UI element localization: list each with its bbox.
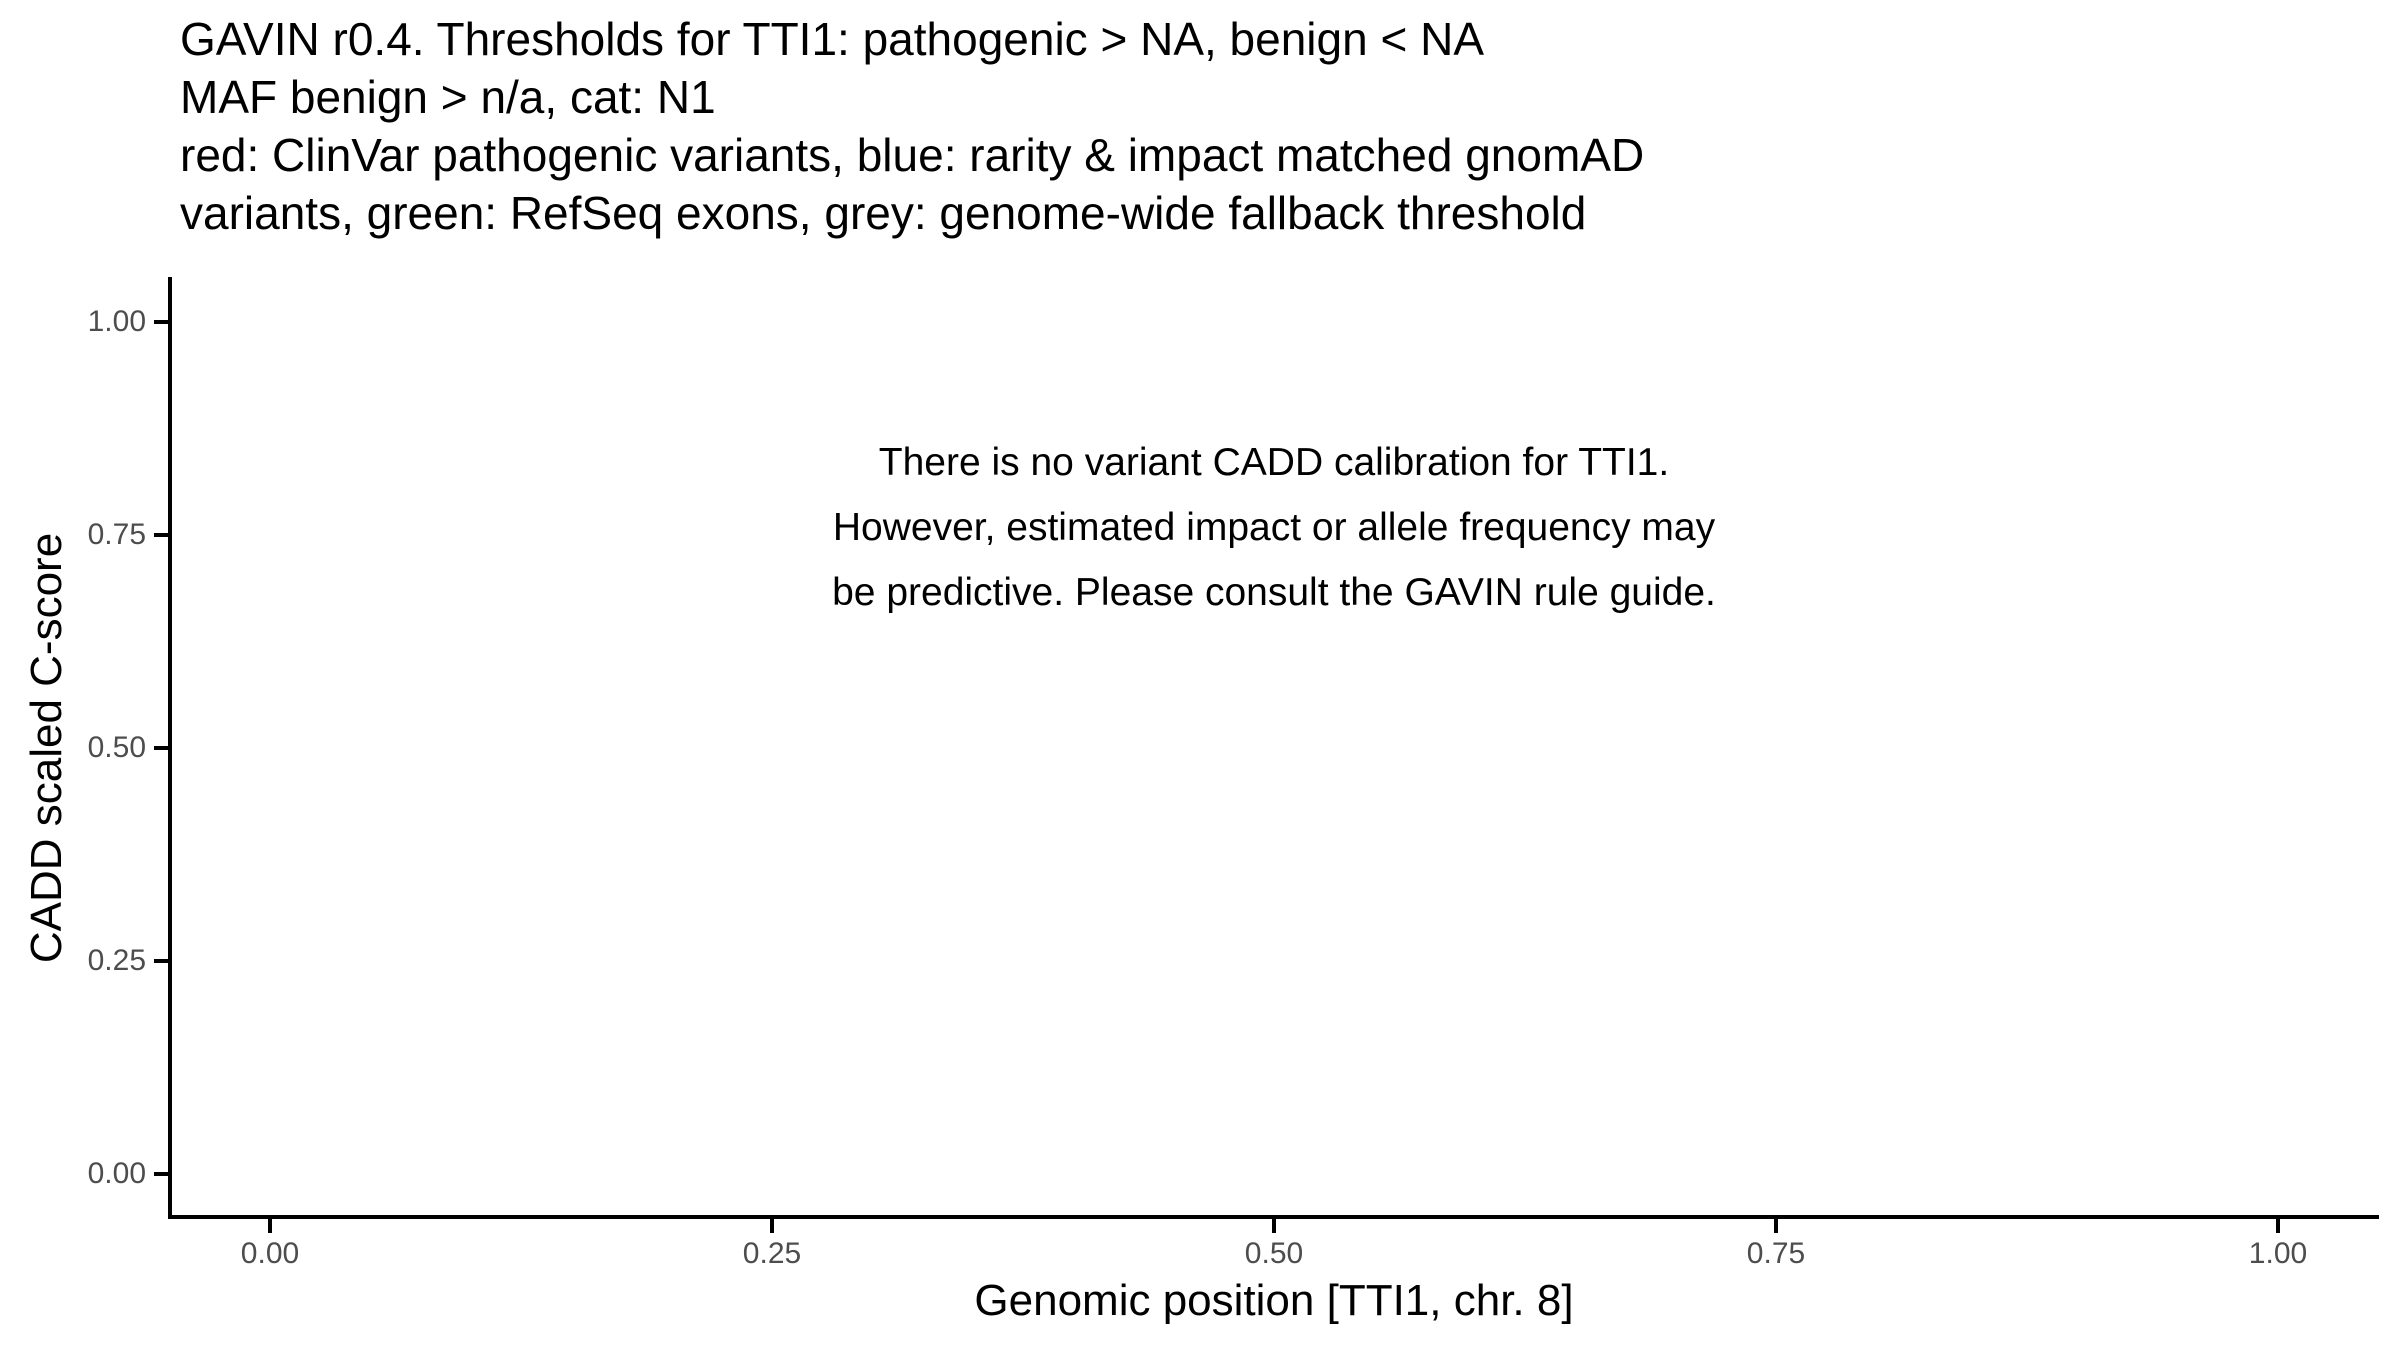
x-tick-label: 0.25 <box>742 1237 802 1270</box>
y-tick-0.00 <box>154 1172 168 1176</box>
y-tick-0.50 <box>154 746 168 750</box>
plot-title-line-3: red: ClinVar pathogenic variants, blue: rarity & impact matched gnomAD <box>180 129 1645 181</box>
annotation-line-2: However, estimated impact or allele frequency may <box>832 506 1716 549</box>
y-axis-title: CADD scaled C-score <box>22 532 71 964</box>
annotation-line-3: be predictive. Please consult the GAVIN rule guide. <box>832 571 1716 614</box>
x-tick-label: 0.50 <box>1244 1237 1304 1270</box>
x-tick-0.50 <box>1272 1219 1276 1233</box>
x-tick-label: 0.75 <box>1746 1237 1806 1270</box>
annotation-line-1: There is no variant CADD calibration for TTI1. <box>878 441 1670 484</box>
y-tick-label: 0.50 <box>87 731 146 764</box>
x-tick-1.00 <box>2276 1219 2280 1233</box>
plot-title-line-2: MAF benign > n/a, cat: N1 <box>180 71 716 123</box>
y-tick-0.25 <box>154 959 168 963</box>
y-tick-1.00 <box>154 320 168 324</box>
plot-title-line-4: variants, green: RefSeq exons, grey: genome-wide fallback threshold <box>180 187 1587 239</box>
x-axis-title: Genomic position [TTI1, chr. 8] <box>974 1276 1574 1325</box>
no-calibration-annotation <box>674 430 1874 625</box>
x-tick-label: 0.00 <box>240 1237 300 1270</box>
y-tick-label: 0.75 <box>87 518 146 551</box>
y-tick-0.75 <box>154 533 168 537</box>
x-tick-label: 1.00 <box>2248 1237 2308 1270</box>
x-tick-0.25 <box>770 1219 774 1233</box>
y-axis-line <box>168 277 172 1219</box>
y-tick-label: 1.00 <box>87 305 146 338</box>
y-tick-label: 0.00 <box>87 1157 146 1190</box>
y-tick-label: 0.25 <box>87 944 146 977</box>
plot-title <box>180 10 1644 242</box>
x-tick-0.75 <box>1774 1219 1778 1233</box>
plot-title-line-1: GAVIN r0.4. Thresholds for TTI1: pathogenic > NA, benign < NA <box>180 13 1485 65</box>
x-tick-0.00 <box>268 1219 272 1233</box>
